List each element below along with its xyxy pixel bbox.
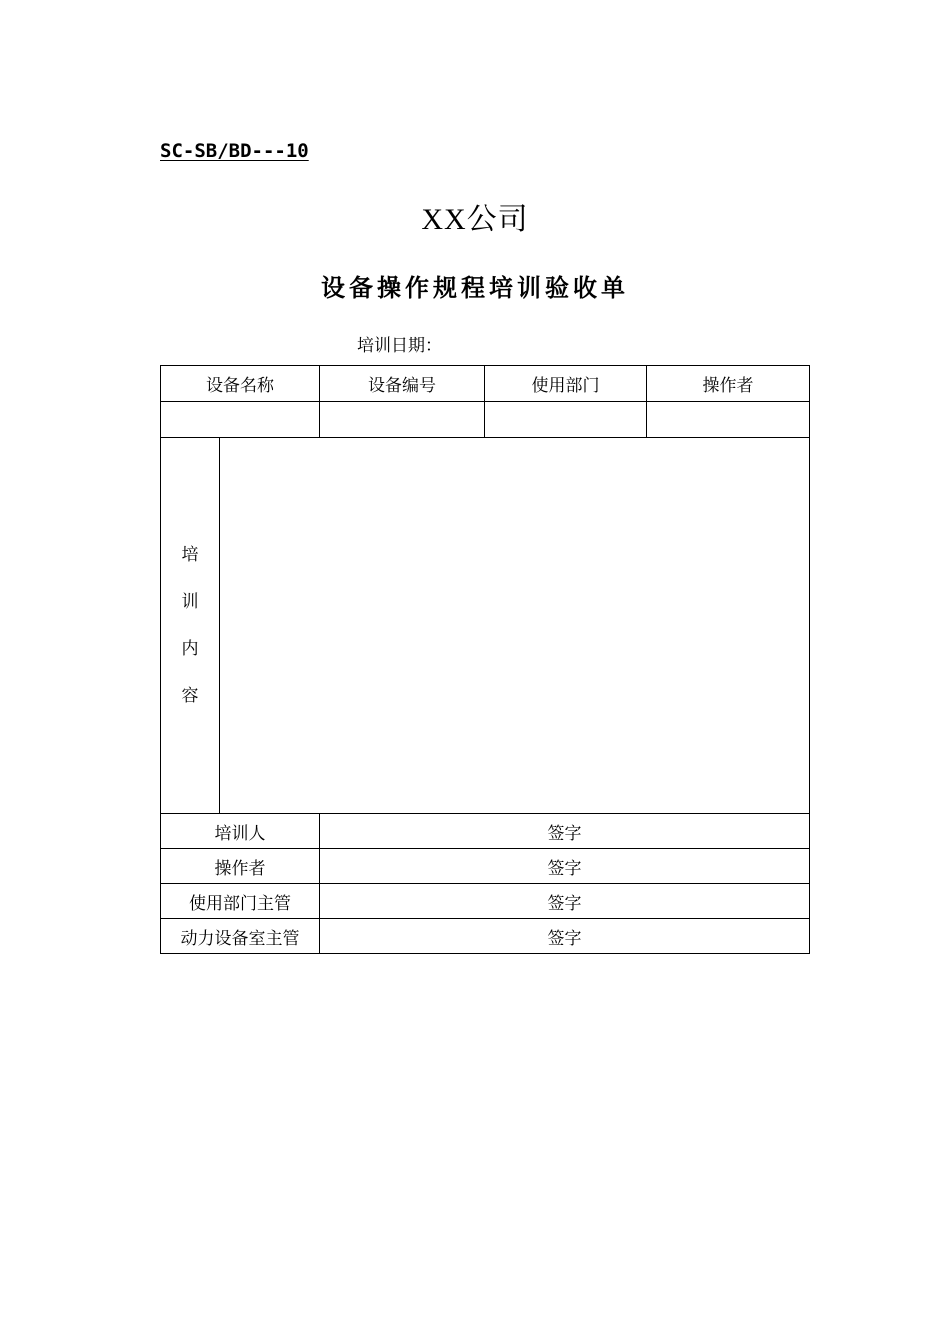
sign-row-trainer <box>161 814 810 849</box>
role-label: 动力设备室主管 <box>161 919 320 954</box>
signature-field[interactable]: 签字 <box>320 849 810 884</box>
training-content-row <box>161 438 810 814</box>
role-label: 使用部门主管 <box>161 884 320 919</box>
equipment-name-cell[interactable] <box>161 402 320 438</box>
role-label: 操作者 <box>161 849 320 884</box>
signature-field[interactable]: 签字 <box>320 884 810 919</box>
training-content-label <box>161 438 220 814</box>
sign-row-dept-supervisor <box>161 884 810 919</box>
equipment-info-row <box>161 402 810 438</box>
signature-field[interactable]: 签字 <box>320 919 810 954</box>
document-code: SC-SB/BD---10 <box>160 140 309 162</box>
header-operator: 操作者 <box>647 366 810 402</box>
label-char: 内 <box>181 638 199 659</box>
sign-row-operator <box>161 849 810 884</box>
company-name: XX公司 <box>421 203 529 236</box>
label-char: 培 <box>181 544 199 565</box>
role-label: 培训人 <box>161 814 320 849</box>
training-content-area[interactable] <box>220 438 810 814</box>
label-char: 容 <box>181 685 199 706</box>
header-department: 使用部门 <box>485 366 647 402</box>
department-cell[interactable] <box>485 402 647 438</box>
form-title: 设备操作规程培训验收单 <box>321 274 629 302</box>
equipment-number-cell[interactable] <box>320 402 485 438</box>
sign-row-power-equipment-supervisor <box>161 919 810 954</box>
header-equipment-number: 设备编号 <box>320 366 485 402</box>
label-char: 训 <box>181 591 199 612</box>
operator-cell[interactable] <box>647 402 810 438</box>
signature-field[interactable]: 签字 <box>320 814 810 849</box>
training-date-label: 培训日期： <box>357 336 442 356</box>
header-equipment-name: 设备名称 <box>161 366 320 402</box>
acceptance-form-table <box>160 365 810 954</box>
header-row <box>161 366 810 402</box>
